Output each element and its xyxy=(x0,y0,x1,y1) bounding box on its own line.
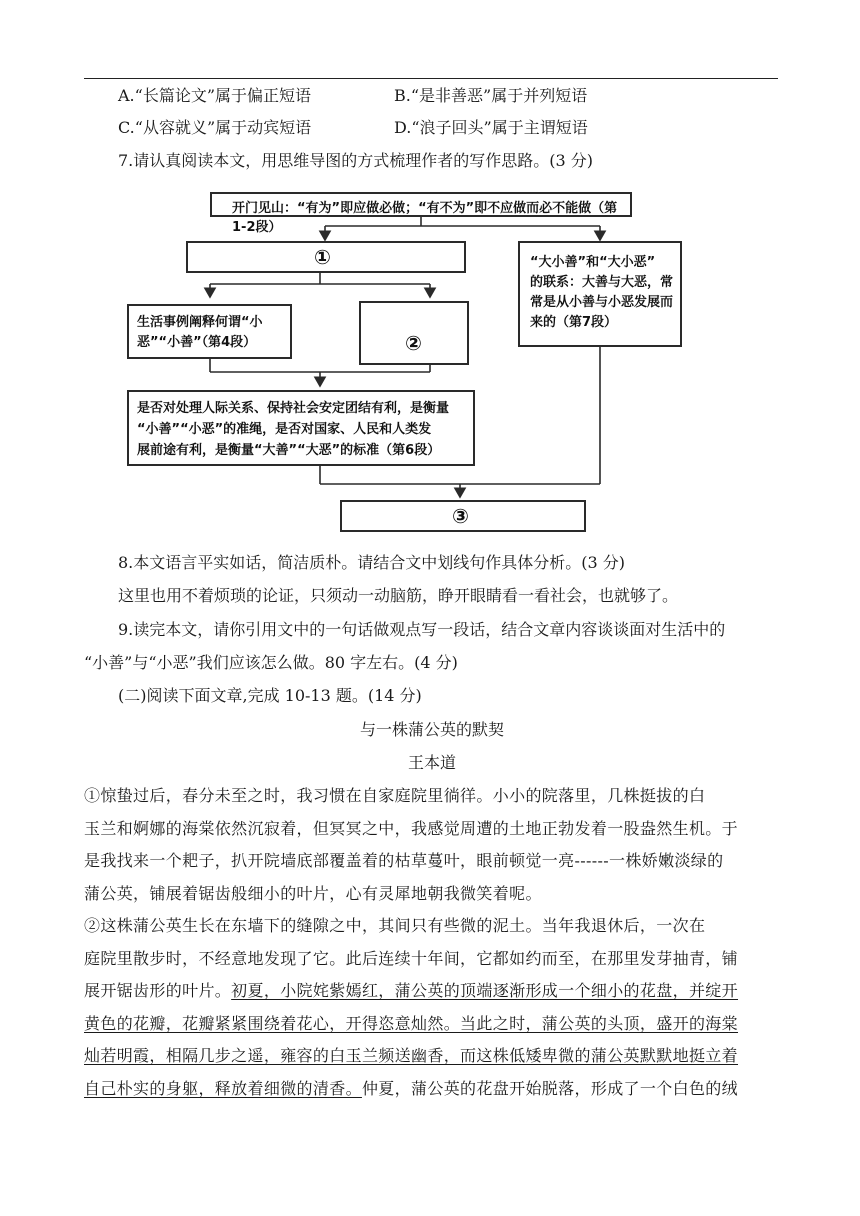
mindmap-blank-3-box xyxy=(340,500,586,532)
option-c: C.“从容就义”属于动宾短语 xyxy=(118,118,312,137)
underlined-sentence: 自己朴实的身躯，释放着细微的清香。 xyxy=(84,1078,362,1098)
underlined-line: 黄色的花瓣，花瓣紧紧围绕着花心，开得恣意灿然。当此之时，蒲公英的头顶，盛开的海棠 xyxy=(84,1013,739,1033)
underlined-line: 灿若明霞，相隔几步之遥，雍容的白玉兰频送幽香，而这株低矮卑微的蒲公英默默地挺立着 xyxy=(84,1046,739,1065)
paragraph-1-line: 玉兰和婀娜的海棠依然沉寂着，但冥冥之中，我感觉周遭的土地正勃发着一股盎然生机。于 xyxy=(84,818,739,838)
plain-text: 展开锯齿形的叶片。 xyxy=(84,981,232,1000)
question-9-line-1: 9.读完本文，请你引用文中的一句话做观点写一段话，结合文章内容谈谈面对生活中的 xyxy=(118,620,726,639)
paragraph-1-line: 是我找来一个耙子，扒开院墙底部覆盖着的枯草蔓叶，眼前顿觉一亮------一株娇嫩淡绿的 xyxy=(84,851,724,870)
blank-3-label: ③ xyxy=(452,504,469,528)
question-7: 7.请认真阅读本文，用思维导图的方式梳理作者的写作思路。(3 分) xyxy=(118,151,594,170)
right-line-2: 的联系：大善与大恶，常 xyxy=(530,275,674,290)
mindmap-right-box xyxy=(518,241,682,347)
question-8: 8.本文语言平实如话，简洁质朴。请结合文中划线句作具体分析。(3 分) xyxy=(118,553,626,572)
question-9-line-2: “小善”与“小恶”我们应该怎么做。80 字左右。(4 分) xyxy=(84,653,458,672)
right-line-4: 来的（第7段） xyxy=(530,315,618,330)
mindmap-top-text: 开门见山：“有为”即应做必做；“有不为”即不应做而必不能做（第1-2段） xyxy=(232,201,618,235)
paragraph-1-line: 蒲公英，铺展着锯齿般细小的叶片，心有灵犀地朝我微笑着呢。 xyxy=(84,883,542,903)
paragraph-2-line xyxy=(84,1079,780,1112)
paragraph-2-line: ②这株蒲公英生长在东墙下的缝隙之中，其间只有些微的泥土。当年我退休后，一次在 xyxy=(84,916,706,935)
mindmap-top-box xyxy=(210,192,632,235)
left-line-1: 生活事例阐释何谓“小 xyxy=(137,315,263,330)
option-a: A.“长篇论文”属于偏正短语 xyxy=(118,86,312,105)
mindmap-blank-1-box xyxy=(186,241,466,273)
mindmap-left-box xyxy=(127,304,292,359)
section-2-heading: (二)阅读下面文章,完成 10-13 题。(14 分) xyxy=(118,686,422,705)
paragraph-2-line: 庭院里散步时，不经意地发现了它。此后连续十年间，它都如约而至，在那里发芽抽青，铺 xyxy=(84,948,739,968)
bottom-line-1: 是否对处理人际关系、保持社会安定团结有利，是衡量 xyxy=(137,401,450,416)
plain-text: 仲夏，蒲公英的花盘开始脱落，形成了一个白色的绒 xyxy=(361,1078,739,1098)
mindmap-bottom-box xyxy=(127,390,475,466)
underlined-sentence: 初夏，小院姹紫嫣红，蒲公英的顶端逐渐形成一个细小的花盘，并绽开 xyxy=(231,981,739,1000)
article-title: 与一株蒲公英的默契 xyxy=(359,720,504,739)
bottom-line-2: “小善”“小恶”的准绳，是否对国家、人民和人类发 xyxy=(137,422,432,437)
option-b: B.“是非善恶”属于并列短语 xyxy=(394,86,588,105)
option-d: D.“浪子回头”属于主谓短语 xyxy=(394,118,588,137)
left-line-2: 恶”“小善”（第4段） xyxy=(137,335,257,350)
right-line-3: 常是从小善与小恶发展而 xyxy=(530,295,674,310)
bottom-line-3: 展前途有利，是衡量“大善”“大恶”的标准（第6段） xyxy=(137,443,441,458)
blank-1-label: ① xyxy=(314,245,331,269)
article-author: 王本道 xyxy=(407,753,456,772)
paragraph-1 xyxy=(84,786,780,916)
blank-2-label: ② xyxy=(405,331,422,355)
mindmap-blank-2-box xyxy=(359,301,469,365)
header-rule xyxy=(84,78,778,79)
right-line-1: “大小善”和“大小恶” xyxy=(530,255,656,270)
paragraph-2 xyxy=(84,916,780,1111)
question-8-quote: 这里也用不着烦琐的论证，只须动一动脑筋，睁开眼睛看一看社会，也就够了。 xyxy=(118,586,679,605)
mind-map-connectors xyxy=(0,0,860,560)
paragraph-2-line xyxy=(84,981,780,1014)
paragraph-1-line: ①惊蛰过后，春分未至之时，我习惯在自家庭院里徜徉。小小的院落里，几株挺拔的白 xyxy=(84,786,706,805)
